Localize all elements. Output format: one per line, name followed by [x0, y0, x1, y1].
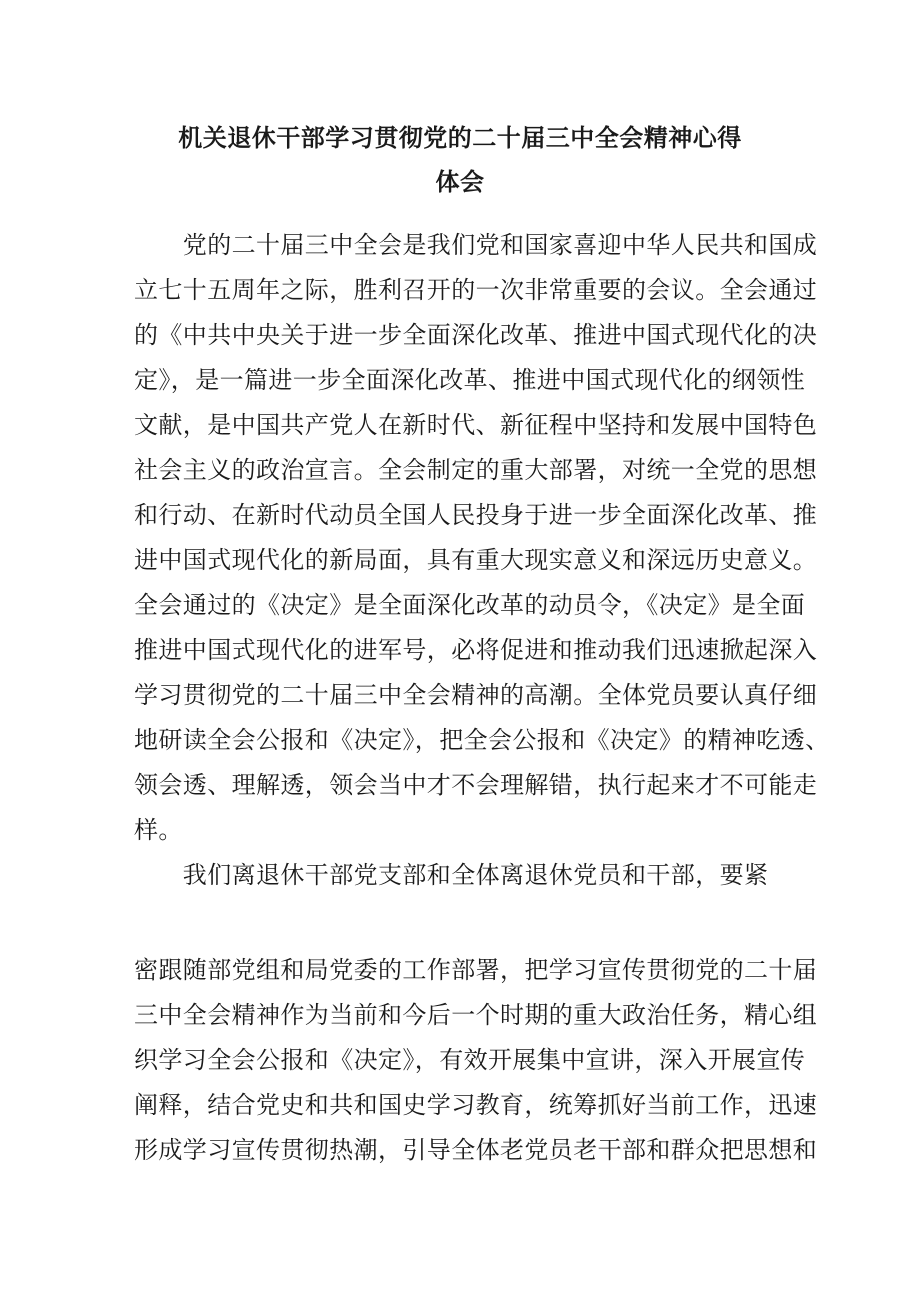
- paragraph-line: 样。: [134, 816, 183, 844]
- paragraph-line: 织学习全会公报和《决定》，有效开展集中宣讲，深入开展宣传: [134, 1046, 806, 1074]
- paragraph-line: 定》，是一篇进一步全面深化改革、推进中国式现代化的纲领性: [134, 366, 806, 394]
- paragraph-line: 进中国式现代化的新局面，具有重大现实意义和深远历史意义。: [134, 546, 818, 574]
- paragraph-line: 领会透、理解透，领会当中才不会理解错，执行起来才不可能走: [134, 771, 818, 799]
- paragraph-line: 立七十五周年之际，胜利召开的一次非常重要的会议。全会通过: [134, 276, 818, 304]
- paragraph-line: 我们离退休干部党支部和全体离退休党员和干部，要紧: [134, 861, 769, 889]
- paragraph-line: 三中全会精神作为当前和今后一个时期的重大政治任务，精心组: [134, 1001, 818, 1029]
- paragraph-line: 全会通过的《决定》是全面深化改革的动员令，《决定》是全面: [134, 591, 806, 619]
- document-title-line-2: 体会: [435, 168, 485, 196]
- paragraph-line: 形成学习宣传贯彻热潮，引导全体老党员老干部和群众把思想和: [134, 1136, 818, 1164]
- document-title-line-1: 机关退休干部学习贯彻党的二十届三中全会精神心得: [178, 124, 742, 152]
- paragraph-line: 文献，是中国共产党人在新时代、新征程中坚持和发展中国特色: [134, 411, 818, 439]
- paragraph-line: 党的二十届三中全会是我们党和国家喜迎中华人民共和国成: [134, 231, 818, 259]
- paragraph-line: 地研读全会公报和《决定》，把全会公报和《决定》的精神吃透、: [134, 726, 830, 754]
- paragraph-line: 学习贯彻党的二十届三中全会精神的高潮。全体党员要认真仔细: [134, 681, 818, 709]
- paragraph-line: 社会主义的政治宣言。全会制定的重大部署，对统一全党的思想: [134, 456, 818, 484]
- paragraph-line: 的《中共中央关于进一步全面深化改革、推进中国式现代化的决: [134, 321, 818, 349]
- paragraph-line: 密跟随部党组和局党委的工作部署，把学习宣传贯彻党的二十届: [134, 956, 818, 984]
- paragraph-line: 推进中国式现代化的进军号，必将促进和推动我们迅速掀起深入: [134, 636, 818, 664]
- paragraph-line: 阐释，结合党史和共和国史学习教育，统筹抓好当前工作，迅速: [134, 1091, 818, 1119]
- paragraph-line: 和行动、在新时代动员全国人民投身于进一步全面深化改革、推: [134, 501, 818, 529]
